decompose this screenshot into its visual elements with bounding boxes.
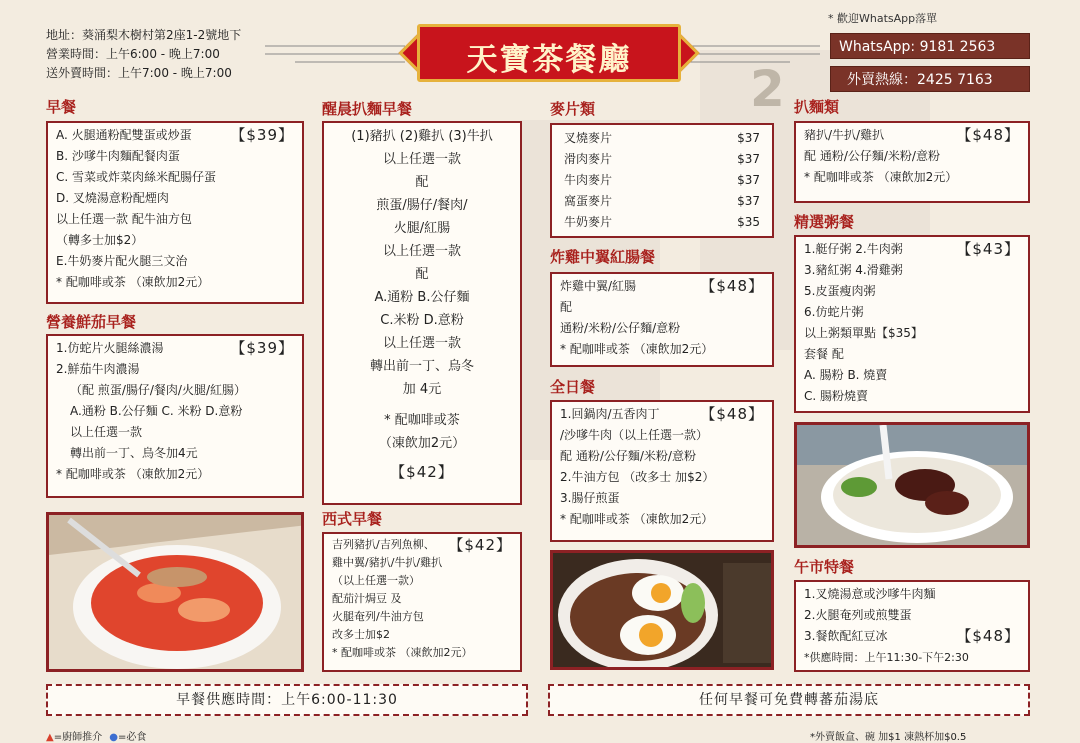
chop-noodle-title: 扒麵類 <box>794 98 840 116</box>
oatmeal-item: 牛奶麥片 <box>564 215 613 229</box>
menu-line: C. 腸粉燒賣 <box>804 389 869 403</box>
lunch-special-title: 午市特餐 <box>794 558 855 576</box>
menu-line: 1.叉燒湯意或沙嗲牛肉麵 <box>804 587 936 601</box>
congee-photo <box>794 422 1030 548</box>
breakfast-box <box>46 121 304 304</box>
menu-line: /沙嗲牛肉（以上任選一款） <box>560 428 709 442</box>
opening-hours-text: 營業時間：上午6:00 - 晚上7:00 <box>46 47 220 61</box>
menu-line: 以上任選一款 <box>382 152 461 167</box>
menu-line: 套餐 配 <box>804 347 844 361</box>
menu-item: 以上任選一款 配牛油方包 <box>56 212 192 226</box>
breakfast-title: 早餐 <box>46 98 77 116</box>
menu-line: 3.腸仔煎蛋 <box>560 491 620 505</box>
building-number-watermark: 2 <box>750 60 785 118</box>
menu-item: A.通粉 B.公仔麵 C. 米粉 D.意粉 <box>70 404 243 418</box>
chicken-wing-title: 炸雞中翼紅腸餐 <box>550 248 656 266</box>
chop-breakfast-title: 醒晨扒麵早餐 <box>322 100 413 118</box>
menu-line: 火腿奄列/牛油方包 <box>332 610 424 623</box>
breakfast-time-banner: 早餐供應時間：上午6:00-11:30 <box>46 684 528 716</box>
all-day-title: 全日餐 <box>550 378 596 396</box>
restaurant-banner <box>405 20 693 86</box>
menu-item: D. 叉燒湯意粉配煙肉 <box>56 191 169 205</box>
chop-breakfast-box <box>322 121 522 505</box>
menu-line: 2.火腿奄列或煎雙蛋 <box>804 608 912 622</box>
menu-line: 火腿/紅腸 <box>393 221 451 236</box>
restaurant-name: 天寶茶餐廳 <box>466 42 632 78</box>
oatmeal-title: 麥片類 <box>550 100 596 118</box>
menu-line <box>332 401 512 409</box>
menu-line: * 配咖啡或茶 （凍飲加2元） <box>804 170 958 184</box>
thumbs-up-icon: ● <box>109 732 119 743</box>
menu-line: 配茄汁焗豆 及 <box>332 592 402 605</box>
menu-line: 豬扒/牛扒/雞扒 <box>804 128 885 142</box>
oatmeal-price: $37 <box>737 152 760 166</box>
menu-line: 配 通粉/公仔麵/米粉/意粉 <box>560 449 696 463</box>
menu-item: （轉多士加$2） <box>56 233 144 247</box>
menu-line: （以上任選一款） <box>332 574 420 587</box>
congee-price: 【$43】 <box>956 240 1020 258</box>
menu-item: A. 火腿通粉配雙蛋或炒蛋 <box>56 128 192 142</box>
congee-title: 精選粥餐 <box>794 213 855 231</box>
header-info <box>46 26 241 83</box>
lunch-price: 【$48】 <box>956 627 1020 645</box>
delivery-hours-text: 送外賣時間：上午7:00 - 晚上7:00 <box>46 66 232 80</box>
menu-line: 3.豬紅粥 4.滑雞粥 <box>804 263 903 277</box>
whatsapp-note: * 歡迎WhatsApp落單 <box>828 12 938 25</box>
wing-price: 【$48】 <box>700 277 764 295</box>
takeaway-charge-note: *外賣飯盒、碗 加$1 凍熱杯加$0.5 <box>810 732 967 743</box>
fire-icon: ▲ <box>46 732 54 743</box>
tomato-breakfast-title: 營養鮮茄早餐 <box>46 313 137 331</box>
address-text: 地址：葵涌梨木樹村第2座1-2號地下 <box>46 28 242 42</box>
chop-noodle-box <box>794 121 1030 203</box>
western-breakfast-title: 西式早餐 <box>322 510 383 528</box>
allday-price: 【$48】 <box>700 405 764 423</box>
tomato-breakfast-box <box>46 334 304 498</box>
menu-line: 以上粥類單點【$35】 <box>804 326 923 340</box>
menu-item: （配 煎蛋/腸仔/餐肉/火腿/紅腸） <box>70 383 246 397</box>
hotline-number: 外賣熱線：2425 7163 <box>847 72 993 88</box>
menu-line: 通粉/米粉/公仔麵/意粉 <box>560 321 681 335</box>
menu-line: (1)豬扒 (2)雞扒 (3)牛扒 <box>351 129 493 144</box>
western-breakfast-box <box>322 532 522 672</box>
menu-line: 配 <box>560 300 573 314</box>
decorative-lines <box>265 40 405 70</box>
menu-line: C.米粉 D.意粉 <box>380 313 464 328</box>
chicken-wing-box <box>550 272 774 367</box>
oatmeal-item: 牛肉麥片 <box>564 173 613 187</box>
chop-noodle-price: 【$48】 <box>956 126 1020 144</box>
oatmeal-item: 滑肉麥片 <box>564 152 613 166</box>
breakfast-price: 【$39】 <box>230 126 294 144</box>
oatmeal-price: $37 <box>737 194 760 208</box>
whatsapp-box[interactable] <box>830 33 1030 59</box>
all-day-box <box>550 400 774 542</box>
menu-line: 2.牛油方包 （改多士 加$2） <box>560 470 715 484</box>
lunch-special-box <box>794 580 1030 672</box>
tomato-price: 【$39】 <box>230 339 294 357</box>
menu-line: 以上任選一款 <box>382 244 461 259</box>
oatmeal-price: $35 <box>737 215 760 229</box>
menu-item: 1.仿蛇片火腿絲濃湯 <box>56 341 164 355</box>
legend <box>46 728 146 743</box>
menu-item: E.牛奶麥片配火腿三文治 <box>56 254 188 268</box>
menu-line: 配 <box>415 267 429 282</box>
legend-chef: =廚師推介 <box>53 732 103 743</box>
menu-line: 吉列豬扒/吉列魚柳、 <box>332 538 435 551</box>
oatmeal-box <box>550 123 774 238</box>
menu-line: * 配咖啡或茶 （凍飲加2元） <box>560 512 714 526</box>
menu-line: A.通粉 B.公仔麵 <box>374 290 470 305</box>
menu-line: A. 腸粉 B. 燒賣 <box>804 368 888 382</box>
hotline-box[interactable] <box>830 66 1030 92</box>
menu-line: 配 <box>415 175 429 190</box>
menu-line: 雞中翼/豬扒/牛扒/雞扒 <box>332 556 443 569</box>
menu-item: 2.鮮茄牛肉濃湯 <box>56 362 140 376</box>
menu-line: 6.仿蛇片粥 <box>804 305 864 319</box>
menu-line: 1.艇仔粥 2.牛肉粥 <box>804 242 903 256</box>
menu-line: 配 通粉/公仔麵/米粉/意粉 <box>804 149 940 163</box>
menu-line: 轉出前一丁、烏冬 <box>369 359 474 374</box>
lunch-time: *供應時間：上午11:30-下午2:30 <box>804 651 969 664</box>
whatsapp-number: WhatsApp: 9181 2563 <box>839 39 996 55</box>
menu-item: 轉出前一丁、烏冬加4元 <box>70 446 198 460</box>
menu-item: 以上任選一款 <box>70 425 143 439</box>
chop-price: 【$42】 <box>390 463 454 481</box>
oatmeal-item: 叉燒麥片 <box>564 131 613 145</box>
menu-line: 5.皮蛋瘦肉粥 <box>804 284 876 298</box>
menu-line: 加 4元 <box>402 382 442 397</box>
menu-line: 煎蛋/腸仔/餐肉/ <box>376 198 468 213</box>
menu-item: * 配咖啡或茶 （凍飲加2元） <box>56 467 210 481</box>
menu-item: C. 雪菜或炸菜肉絲米配腸仔蛋 <box>56 170 217 184</box>
tomato-macaroni-photo <box>46 512 304 672</box>
menu-line: * 配咖啡或茶 （凍飲加2元） <box>332 646 473 659</box>
menu-line: 改多士加$2 <box>332 628 390 641</box>
menu-line: 以上任選一款 <box>382 336 461 351</box>
congee-box <box>794 235 1030 413</box>
oatmeal-price: $37 <box>737 131 760 145</box>
beef-eggs-photo <box>550 550 774 670</box>
menu-line: （凍飲加2元） <box>378 436 466 451</box>
oatmeal-price: $37 <box>737 173 760 187</box>
western-price: 【$42】 <box>448 536 512 554</box>
menu-line: 炸雞中翼/紅腸 <box>560 279 637 293</box>
free-tomato-upgrade-banner: 任何早餐可免費轉蕃茄湯底 <box>548 684 1030 716</box>
menu-line: * 配咖啡或茶 <box>384 413 460 428</box>
oatmeal-item: 窩蛋麥片 <box>564 194 613 208</box>
menu-line: * 配咖啡或茶 （凍飲加2元） <box>560 342 714 356</box>
menu-item: * 配咖啡或茶 （凍飲加2元） <box>56 275 210 289</box>
decorative-lines <box>690 40 820 70</box>
menu-line: 1.回鍋肉/五香肉丁 <box>560 407 660 421</box>
legend-must: =必食 <box>118 732 147 743</box>
menu-item: B. 沙嗲牛肉麵配餐肉蛋 <box>56 149 180 163</box>
menu-line: 3.餐飲配紅豆冰 <box>804 629 888 643</box>
